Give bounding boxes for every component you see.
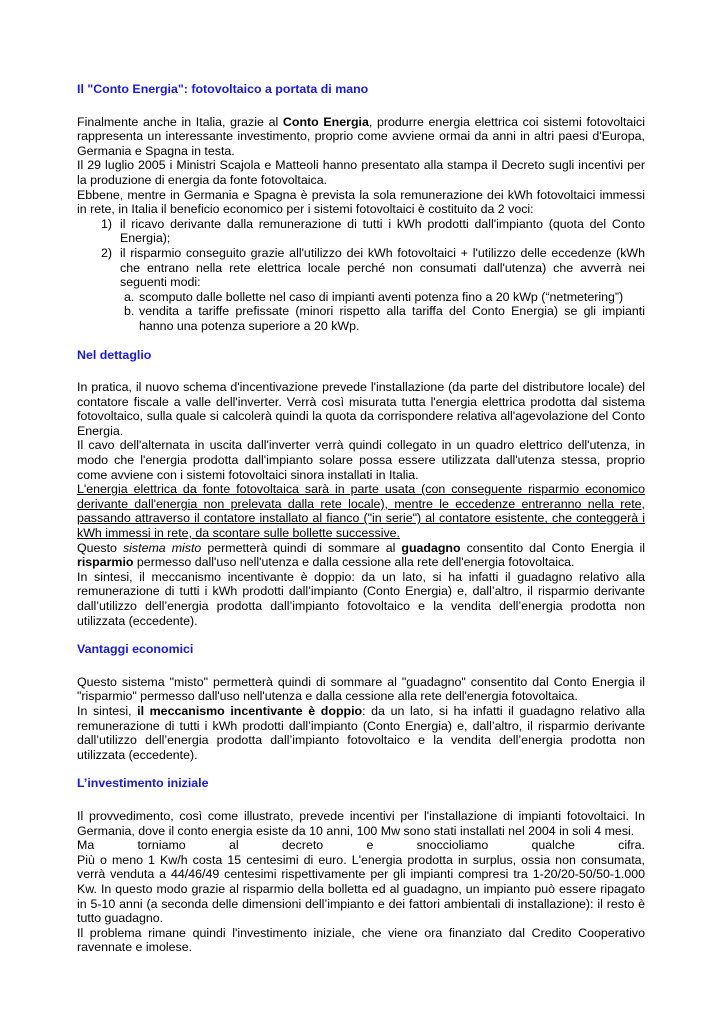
list-letter: a. — [124, 289, 135, 304]
page-title: Il "Conto Energia": fotovoltaico a portata di mano — [77, 82, 369, 96]
list-item-text: vendita a tariffe prefissate (minori rispetto alla tariffa del Conto Energia) se gli impianti hanno una potenza superiore a 20 kWp. — [139, 304, 645, 333]
dettaglio-paragraph-1: In pratica, il nuovo schema d'incentivazione prevede l'installazione (da parte del distributore locale) del contatore fiscale a valle dell'inverter. Verrà così misurata tutta l'energia elettrica prodotta dal sistema fotovoltaico, sulla quale si calcolerà quindi la quota da corrispondere relativa all'agevolazione del Conto Energia. — [77, 380, 645, 438]
list-item-text: scomputo dalle bollette nel caso di impianti aventi potenza fino a 20 kWp (“netmetering”) — [139, 289, 624, 304]
text-run: In sintesi, — [77, 703, 138, 718]
dettaglio-paragraph-5: In sintesi, il meccanismo incentivante è doppio: da un lato, si ha infatti il guadagno relativo alla remunerazione di tutti i kWh prodotti dall’impianto (Conto Energia) e, dall’altro, il risparmio derivante dall’utilizzo dell’energia prodotta dall’impianto fotovoltaico e la vendita dell’energia prodotta non utilizzata (eccedente). — [77, 569, 645, 628]
vantaggi-paragraph-2 — [77, 704, 645, 762]
section-heading-investimento: L’investimento iniziale — [77, 776, 209, 791]
investimento-paragraph-1: Il provvedimento, così come illustrato, prevede incentivi per l'installazione di impianti fotovoltaici. In Germania, dove il conto energia esiste da 10 anni, 100 Mw sono stati installati nel 2004 in soli 4 mesi. — [77, 808, 645, 838]
list-item-text: il risparmio conseguito grazie all'utilizzo dei kWh fotovoltaici + l'utilizzo delle eccedenze (kWh che entrano nella rete elettrica locale perché non consumati dall'utenza) che avverrà nei seguenti modi: — [120, 245, 645, 290]
section-heading-vantaggi: Vantaggi economici — [77, 642, 194, 657]
numbered-list-item — [77, 246, 645, 290]
list-letter: b. — [124, 304, 135, 319]
underlined-text: L'energia elettrica da fonte fotovoltaica sarà in parte usata (con conseguente risparmio economico derivante dall'energia non prelevata dalla rete locale), mentre le eccedenze entreranno nella rete, passando attraverso il contatore installato al fianco ("in serie") al contatore esistente, che conteggerà i kWh immessi in rete, da scontare sulle bollette successive. — [77, 482, 645, 541]
lettered-list-item — [77, 290, 645, 305]
lettered-list-item — [77, 304, 645, 333]
investimento-paragraph-3: Più o meno 1 Kw/h costa 15 centesimi di euro. L'energia prodotta in surplus, ossia non consumata, verrà venduta a 44/46/49 centesimi rispettivamente per gli impianti compresi tra 1-20/20-50/50-1.000 Kw. In questo modo grazie al risparmio della bolletta ed al guadagno, un impianto può essere ripagato in 5-10 anni (a seconda delle dimensioni dell’impianto e dei fattori ambientali di installazione): il resto è tutto guadagno. — [77, 852, 645, 926]
list-number: 1) — [101, 216, 113, 231]
intro-text: , produrre energia elettrica coi sistemi fotovoltaici rappresenta un interessante investimento, proprio come avviene ormai da anni in altri paesi d'Europa, Germania e Spagna in testa. — [77, 114, 645, 158]
dettaglio-paragraph-4 — [77, 541, 645, 570]
dettaglio-paragraph-underlined — [77, 482, 645, 540]
list-number: 2) — [101, 245, 113, 260]
risparmio-bold: risparmio — [77, 555, 134, 570]
text-run: : da un lato, si ha infatti il guadagno relativo alla remunerazione di tutti i kWh prodotti dall’impianto (Conto Energia) e, dall’altro, il risparmio derivante dall’utilizzo dell’energia prodotta dall’impianto fotovoltaico e la vendita dell’energia prodotta non utilizzata (eccedente). — [77, 703, 645, 762]
meccanismo-bold: il meccanismo incentivante è doppio — [137, 703, 363, 718]
vantaggi-paragraph-1: Questo sistema "misto" permetterà quindi di sommare al "guadagno" consentito dal Conto Energia il "risparmio" permesso dall'uso nell'utenza e dalla cessione alla rete dell'energia fotovoltaica. — [77, 674, 645, 704]
intro-text: Finalmente anche in Italia, grazie al — [77, 114, 283, 129]
dettaglio-paragraph-2: Il cavo dell'alternata in uscita dall'inverter verrà quindi collegato in un quadro elettrico dell'utenza, in modo che l'energia prodotta dall'impianto solare possa essere utilizzata dall'utenza stessa, proprio come avviene con i sistemi fotovoltaici sinora installati in Italia. — [77, 438, 645, 482]
text-run: permesso dall'uso nell'utenza e dalla cessione alla rete dell'energia fotovoltaica. — [133, 555, 575, 570]
sistema-misto-italic: sistema misto — [122, 540, 202, 555]
numbered-list-item — [77, 217, 645, 246]
list-item-text: il ricavo derivante dalla remunerazione di tutti i kWh prodotti dall'impianto (quota del Conto Energia); — [120, 216, 645, 246]
intro-paragraph-1 — [77, 115, 645, 159]
investimento-paragraph-4: Il problema rimane quindi l'investimento iniziale, che viene ora finanziato dal Credito Cooperativo ravennate e imolese. — [77, 925, 645, 955]
investimento-paragraph-2: Ma torniamo al decreto e snoccioliamo qualche cifra. — [77, 838, 645, 853]
guadagno-bold: guadagno — [401, 540, 461, 555]
intro-paragraph-3: Ebbene, mentre in Germania e Spagna è prevista la sola remunerazione dei kWh fotovoltaici immessi in rete, in Italia il beneficio economico per i sistemi fotovoltaici è costituito da 2 voci: — [77, 187, 645, 217]
conto-energia-bold: Conto Energia — [282, 114, 369, 129]
intro-paragraph-2: Il 29 luglio 2005 i Ministri Scajola e Matteoli hanno presentato alla stampa il Decreto sugli incentivi per la produzione di energia da fonte fotovoltaica. — [77, 158, 645, 187]
document-body — [77, 82, 645, 955]
text-run: permetterà quindi di sommare al — [201, 540, 402, 555]
section-heading-dettaglio: Nel dettaglio — [77, 347, 152, 362]
text-run: consentito dal Conto Energia il — [460, 540, 645, 555]
text-run: Questo — [77, 540, 123, 555]
